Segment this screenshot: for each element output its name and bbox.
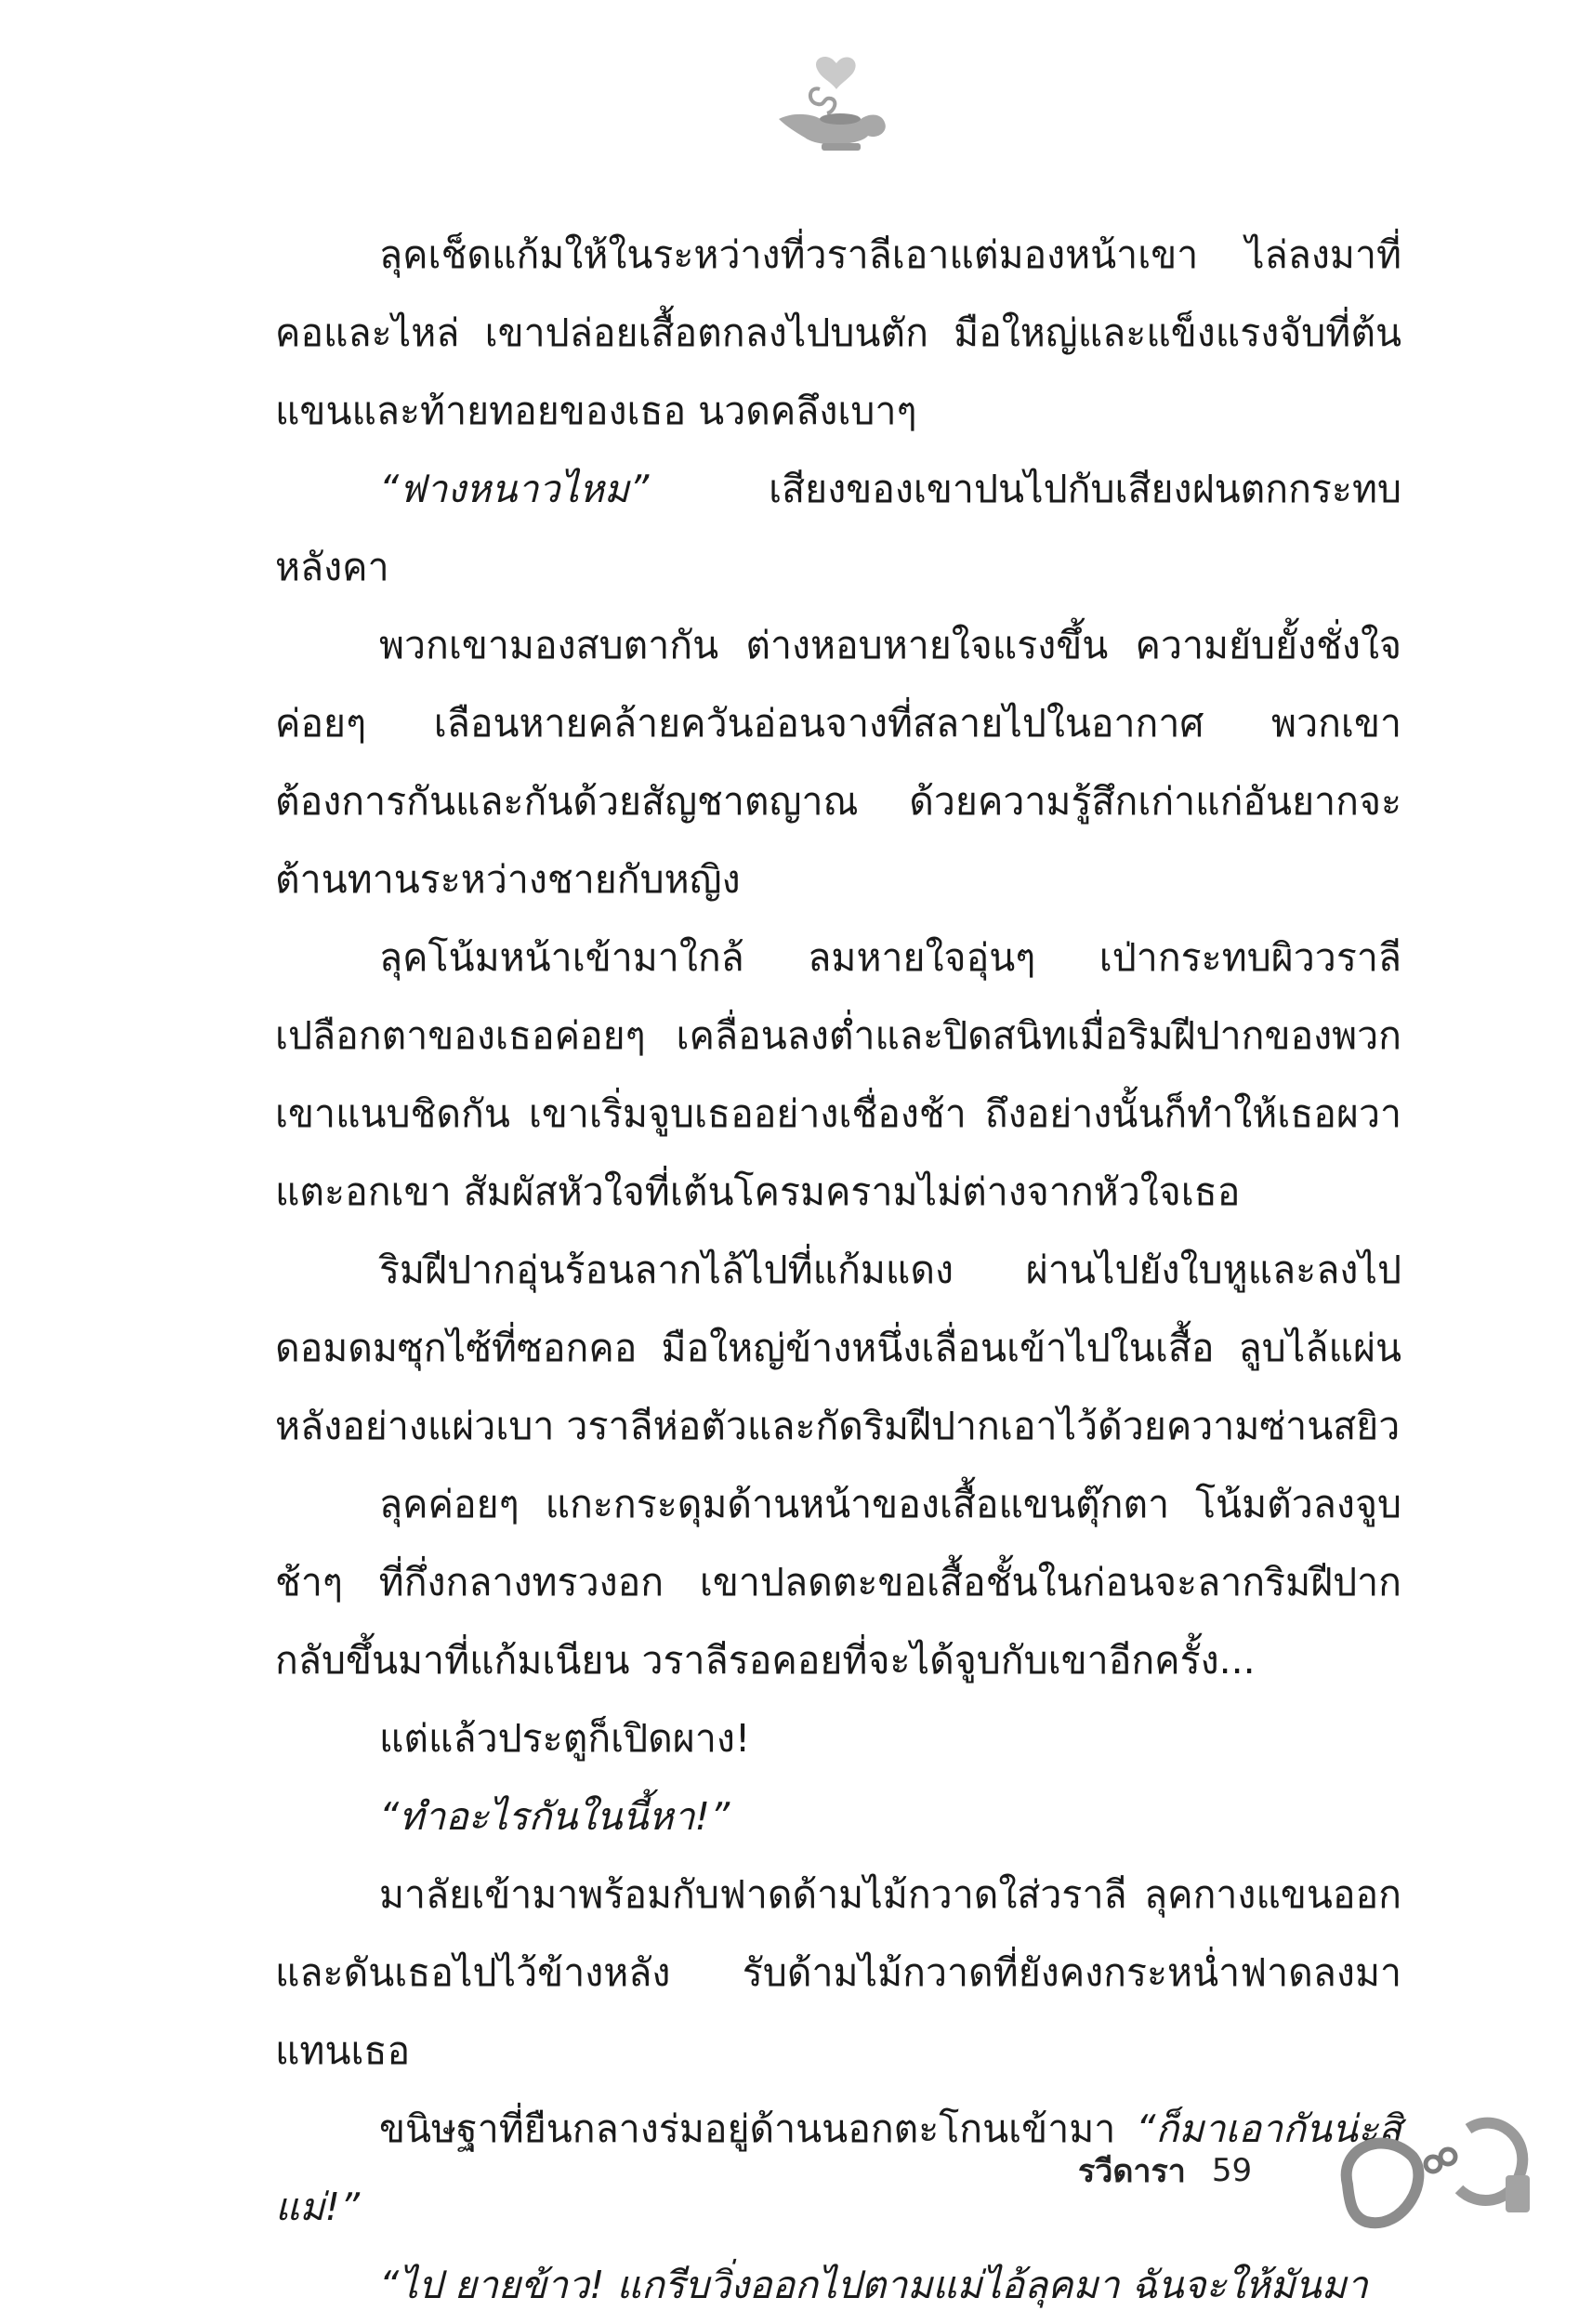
paragraph <box>275 2246 1401 2324</box>
narration: เสียงของเขาปนไปกับเสียงฝนตกกระทบหลังคา <box>275 467 1401 589</box>
narration: ขนิษฐาที่ยืนกลางร่มอยู่ด้านนอกตะโกนเข้ามา <box>379 2106 1137 2151</box>
paragraph: พวกเขามองสบตากัน ต่างหอบหายใจแรงขึ้น ความยับยั้งชั่งใจค่อยๆ เลือนหายคล้ายควันอ่อนจางที่สลายไปในอากาศ พวกเขาต้องการกันและกันด้วยสัญชาตญาณ ด้วยความรู้สึกเก่าแก่อันยากจะต้านทานระหว่างชายกับหญิง <box>275 623 1401 902</box>
dialogue-quote: “ก็มาเอากันน่ะสิแม่!” <box>275 2106 1401 2229</box>
page-number: 59 <box>1211 2152 1253 2189</box>
genie-lamp-heart-icon <box>762 54 911 156</box>
chapter-text <box>275 216 1401 2324</box>
paragraph: มาลัยเข้ามาพร้อมกับฟาดด้ามไม้กวาดใส่วราลี ลุคกางแขนออกและดันเธอไปไว้ข้างหลัง รับด้ามไม้กวาดที่ยังคงกระหน่ำฟาดลงมาแทนเธอ <box>275 1872 1401 2073</box>
paragraph: ลุคค่อยๆ แกะกระดุมด้านหน้าของเสื้อแขนตุ๊กตา โน้มตัวลงจูบช้าๆ ที่กึ่งกลางทรวงอก เขาปลดตะขอเสื้อชั้นในก่อนจะลากริมฝีปากกลับขึ้นมาที่แก้มเนียน วราลีรอคอยที่จะได้จูบกับเขาอีกครั้ง... <box>275 1482 1401 1683</box>
dialogue-quote: “ฟางหนาวไหม” <box>379 467 650 511</box>
handcuffs-heart-icon <box>1329 2092 1543 2250</box>
paragraph <box>275 450 1401 606</box>
paragraph: ลุคเช็ดแก้มให้ในระหว่างที่วราลีเอาแต่มองหน้าเขา ไล่ลงมาที่คอและไหล่ เขาปล่อยเสื้อตกลงไปบนตัก มือใหญ่และแข็งแรงจับที่ต้นแขนและท้ายทอยของเธอ นวดคลึงเบาๆ <box>275 232 1401 433</box>
page-footer <box>1078 2138 1252 2203</box>
dialogue-quote: “ไป ยายข้าว! แกรีบวิ่งออกไปตามแม่ไอ้ลุคมา ฉันจะให้มันมา <box>379 2263 1368 2307</box>
paragraph: ริมฝีปากอุ่นร้อนลากไล้ไปที่แก้มแดง ผ่านไปยังใบหูและลงไปดอมดมซุกไซ้ที่ซอกคอ มือใหญ่ข้างหนึ่งเลื่อนเข้าไปในเสื้อ ลูบไล้แผ่นหลังอย่างแผ่วเบา วราลีห่อตัวและกัดริมฝีปากเอาไว้ด้วยความซ่านสยิว <box>275 1248 1401 1448</box>
paragraph <box>275 1777 1401 1855</box>
dialogue-quote: “ทำอะไรกันในนี้หา!” <box>379 1794 730 1839</box>
book-title: รวีดารา <box>1078 2153 1186 2190</box>
paragraph: แต่แล้วประตูก็เปิดผาง! <box>379 1716 751 1761</box>
paragraph: ลุคโน้มหน้าเข้ามาใกล้ ลมหายใจอุ่นๆ เป่ากระทบผิววราลี เปลือกตาของเธอค่อยๆ เคลื่อนลงต่ำและปิดสนิทเมื่อริมฝีปากของพวกเขาแนบชิดกัน เขาเริ่มจูบเธออย่างเชื่องช้า ถึงอย่างนั้นก็ทำให้เธอผวาแตะอกเขา สัมผัสหัวใจที่เต้นโครมครามไม่ต่างจากหัวใจเธอ <box>275 935 1401 1214</box>
